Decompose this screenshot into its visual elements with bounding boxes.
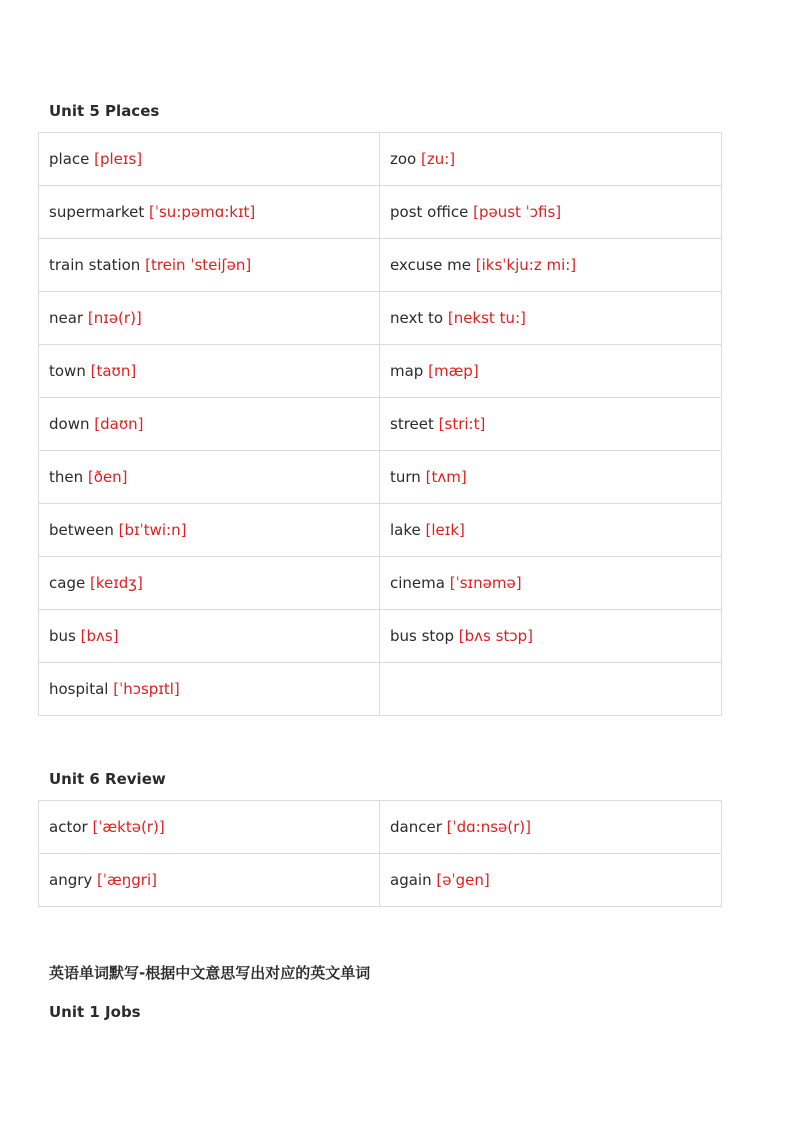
vocab-cell [39, 239, 380, 292]
vocab-ipa: [zu:] [421, 150, 456, 168]
unit5-vocab-table [38, 132, 722, 716]
vocab-ipa: [mæp] [428, 362, 479, 380]
vocab-ipa: [taʊn] [90, 362, 137, 380]
vocab-ipa: [ˈæktə(r)] [92, 818, 165, 836]
vocab-word: lake [390, 521, 421, 539]
table-row [39, 610, 722, 663]
vocab-word: bus stop [390, 627, 455, 645]
vocab-ipa: [trein ˈsteiʃən] [145, 256, 252, 274]
vocab-word: post office [390, 203, 469, 221]
vocab-word: map [390, 362, 424, 380]
vocab-word: actor [49, 818, 88, 836]
unit1-heading: Unit 1 Jobs [49, 1003, 141, 1021]
vocab-word: zoo [390, 150, 417, 168]
vocab-word: cinema [390, 574, 445, 592]
vocab-cell [380, 186, 722, 239]
vocab-cell [39, 504, 380, 557]
vocab-cell [39, 133, 380, 186]
vocab-ipa: [ˈsu:pəmɑ:kɪt] [149, 203, 256, 221]
vocab-ipa: [ðen] [87, 468, 128, 486]
vocab-cell [380, 801, 722, 854]
vocab-cell [39, 451, 380, 504]
vocab-cell [380, 239, 722, 292]
vocab-ipa: [tʌm] [425, 468, 467, 486]
vocab-word: street [390, 415, 434, 433]
vocab-ipa: [iksˈkju:z mi:] [475, 256, 577, 274]
dictation-heading: 英语单词默写-根据中文意思写出对应的英文单词 [49, 964, 371, 982]
vocab-cell [39, 663, 380, 716]
vocab-word: dancer [390, 818, 442, 836]
table-row [39, 133, 722, 186]
vocab-word: train station [49, 256, 141, 274]
vocab-cell [39, 345, 380, 398]
vocab-cell [380, 345, 722, 398]
table-row [39, 854, 722, 907]
vocab-ipa: [bɪˈtwi:n] [118, 521, 187, 539]
vocab-ipa: [bʌs stɔp] [458, 627, 533, 645]
vocab-word: then [49, 468, 84, 486]
vocab-cell [380, 451, 722, 504]
vocab-word: hospital [49, 680, 109, 698]
table-row [39, 663, 722, 716]
vocab-cell [39, 557, 380, 610]
vocab-word: town [49, 362, 86, 380]
vocab-ipa: [ˈdɑ:nsə(r)] [446, 818, 532, 836]
vocab-ipa: [əˈgen] [436, 871, 490, 889]
vocab-ipa: [nekst tu:] [447, 309, 526, 327]
vocab-word: between [49, 521, 114, 539]
vocab-ipa: [ˈæŋgri] [97, 871, 157, 889]
vocab-word: turn [390, 468, 421, 486]
vocab-cell [380, 854, 722, 907]
table-row [39, 801, 722, 854]
vocab-word: place [49, 150, 90, 168]
table-row [39, 557, 722, 610]
vocab-word: angry [49, 871, 93, 889]
vocab-cell [39, 398, 380, 451]
vocab-cell [380, 504, 722, 557]
vocab-ipa: [leɪk] [425, 521, 465, 539]
vocab-cell [39, 292, 380, 345]
vocab-ipa: [ˈsɪnəmə] [449, 574, 522, 592]
vocab-cell [380, 292, 722, 345]
vocab-ipa: [ˈhɔspɪtl] [113, 680, 180, 698]
vocab-ipa: [pəust ˈɔfis] [473, 203, 562, 221]
vocab-cell [380, 398, 722, 451]
vocab-word: excuse me [390, 256, 471, 274]
vocab-cell [39, 610, 380, 663]
vocab-ipa: [stri:t] [438, 415, 486, 433]
table-row [39, 345, 722, 398]
vocab-ipa: [pleɪs] [94, 150, 143, 168]
vocab-cell [380, 557, 722, 610]
vocab-cell [380, 610, 722, 663]
table-row [39, 451, 722, 504]
vocab-word: next to [390, 309, 444, 327]
vocab-word: supermarket [49, 203, 145, 221]
vocab-word: near [49, 309, 84, 327]
table-row [39, 186, 722, 239]
vocab-word: down [49, 415, 90, 433]
table-row [39, 504, 722, 557]
unit6-vocab-table [38, 800, 722, 907]
vocab-cell [39, 801, 380, 854]
vocab-cell [39, 186, 380, 239]
vocab-ipa: [keɪdʒ] [89, 574, 143, 592]
vocab-ipa: [nɪə(r)] [87, 309, 142, 327]
vocab-cell [39, 854, 380, 907]
table-row [39, 398, 722, 451]
vocab-cell [380, 663, 722, 716]
vocab-cell [380, 133, 722, 186]
table-row [39, 239, 722, 292]
vocab-word: bus [49, 627, 76, 645]
unit6-heading: Unit 6 Review [49, 770, 166, 788]
table-row [39, 292, 722, 345]
vocab-ipa: [bʌs] [80, 627, 119, 645]
unit5-heading: Unit 5 Places [49, 102, 160, 120]
vocab-ipa: [daʊn] [94, 415, 144, 433]
vocab-word: again [390, 871, 432, 889]
vocab-word: cage [49, 574, 86, 592]
